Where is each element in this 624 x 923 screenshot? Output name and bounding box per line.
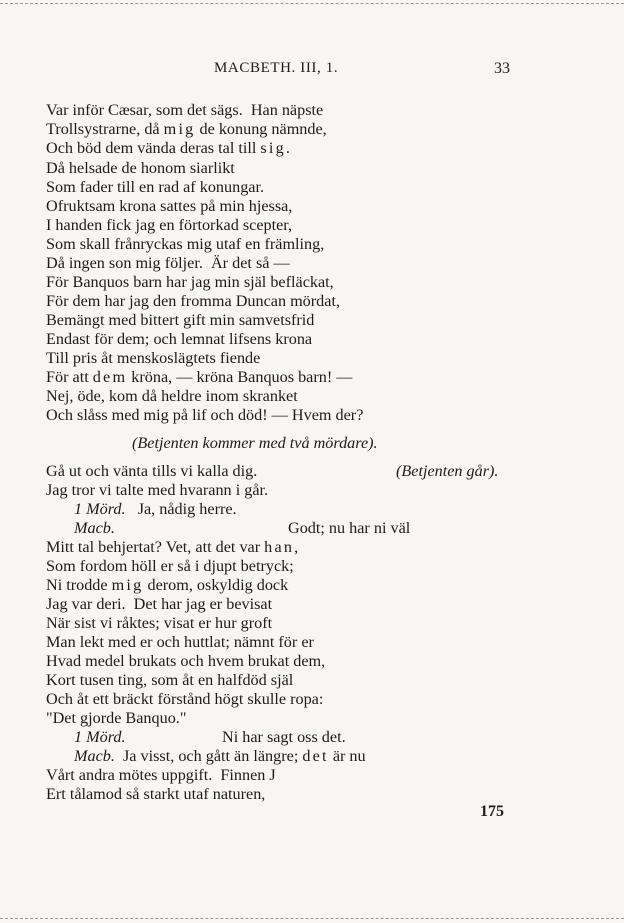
speaker-name: 1 Mörd. [74, 728, 126, 746]
verse-line-continuation: Godt; nu har ni väl [288, 519, 411, 537]
verse-line: Som skall frånryckas mig utaf en främling, [46, 235, 325, 253]
verse-line [74, 728, 126, 746]
verse-line: När sist vi råktes; visat er hur groft [46, 614, 273, 632]
text-run: Ja, nådig herre. [137, 500, 237, 518]
verse-line [46, 139, 290, 157]
text-run: Ni trodde [46, 576, 112, 594]
text-run: Ja visst, och gått än längre; [123, 747, 303, 765]
verse-line: "Det gjorde Banquo." [46, 709, 187, 727]
text-run: Mitt tal behjertat? Vet, att det var [46, 538, 265, 556]
running-header-title: MACBETH. III, 1. [214, 60, 339, 76]
spaced-word: han [264, 538, 295, 556]
verse-line: Som fordom höll er så i djupt betryck; [46, 557, 294, 575]
verse-line [46, 576, 288, 594]
verse-line [74, 519, 115, 537]
verse-line: Bemängt med bittert gift min samvetsfrid [46, 311, 315, 329]
verse-line [74, 747, 366, 765]
verse-line: Man lekt med er och huttlat; nämnt för er [46, 633, 314, 651]
verse-line [46, 538, 298, 556]
text-run [126, 500, 138, 518]
text-run: är nu [328, 747, 366, 765]
spaced-word: mig [111, 576, 144, 594]
text-run [115, 747, 123, 765]
speaker-name: Macb. [74, 747, 115, 765]
bottom-edge-rule [0, 918, 624, 919]
speaker-name: 1 Mörd. [74, 500, 126, 518]
verse-line [46, 462, 257, 480]
text-run: derom, oskyldig dock [143, 576, 289, 594]
verse-line: Ofruktsam krona sattes på min hjessa, [46, 197, 293, 215]
text-run: . [285, 139, 290, 157]
top-edge-rule [0, 3, 624, 4]
verse-line: Vårt andra mötes uppgift. Finnen J [46, 766, 276, 784]
verse-line-continuation: Ni har sagt oss det. [222, 728, 346, 746]
verse-line: För dem har jag den fromma Duncan mördat, [46, 292, 340, 310]
spaced-word: mig [163, 120, 196, 138]
signature-mark: 175 [480, 803, 504, 820]
text-run: Gå ut och vänta tills vi kalla dig. [46, 462, 258, 480]
text-run: Trollsystrarne, då [46, 120, 164, 138]
verse-line: Och slåss med mig på lif och död! — Hvem der? [46, 406, 364, 424]
verse-line: Då ingen son mig följer. Är det så — [46, 254, 290, 272]
text-run: , [294, 538, 299, 556]
verse-line [74, 500, 237, 518]
verse-line: Ert tålamod så starkt utaf naturen, [46, 785, 266, 803]
verse-line: Nej, öde, kom då heldre inom skranket [46, 387, 298, 405]
verse-line: För Banquos barn har jag min själ befläckat, [46, 273, 334, 291]
spaced-word: det [302, 747, 329, 765]
page-number: 33 [494, 60, 510, 77]
text-run: de konung nämnde, [195, 120, 327, 138]
verse-line [46, 368, 352, 386]
verse-line: Hvad medel brukats och hvem brukat dem, [46, 652, 326, 670]
text-run: kröna, — kröna Banquos barn! — [127, 368, 353, 386]
speaker-name: Macb. [74, 519, 115, 537]
verse-line: Till pris åt menskoslägtets fiende [46, 349, 261, 367]
verse-line: Jag tror vi talte med hvarann i går. [46, 481, 269, 499]
text-run: Och böd dem vända deras tal till [46, 139, 261, 157]
spaced-word: sig [260, 139, 286, 157]
stage-direction-exit: (Betjenten går). [396, 462, 499, 480]
verse-line: Som fader till en rad af konungar. [46, 178, 265, 196]
verse-line: Och åt ett bräckt förstånd högt skulle ropa: [46, 690, 324, 708]
verse-line: I handen fick jag en förtorkad scepter, [46, 216, 293, 234]
stage-direction: (Betjenten kommer med två mördare). [132, 434, 378, 452]
verse-line [46, 120, 327, 138]
text-run: För att [46, 368, 93, 386]
spaced-word: dem [92, 368, 128, 386]
verse-line: Då helsade de honom siarlikt [46, 159, 235, 177]
verse-line: Kort tusen ting, som åt en halfdöd själ [46, 671, 294, 689]
verse-line: Var inför Cæsar, som det sägs. Han näpste [46, 101, 324, 119]
verse-line: Endast för dem; och lemnat lifsens krona [46, 330, 313, 348]
verse-line: Jag var deri. Det har jag er bevisat [46, 595, 273, 613]
